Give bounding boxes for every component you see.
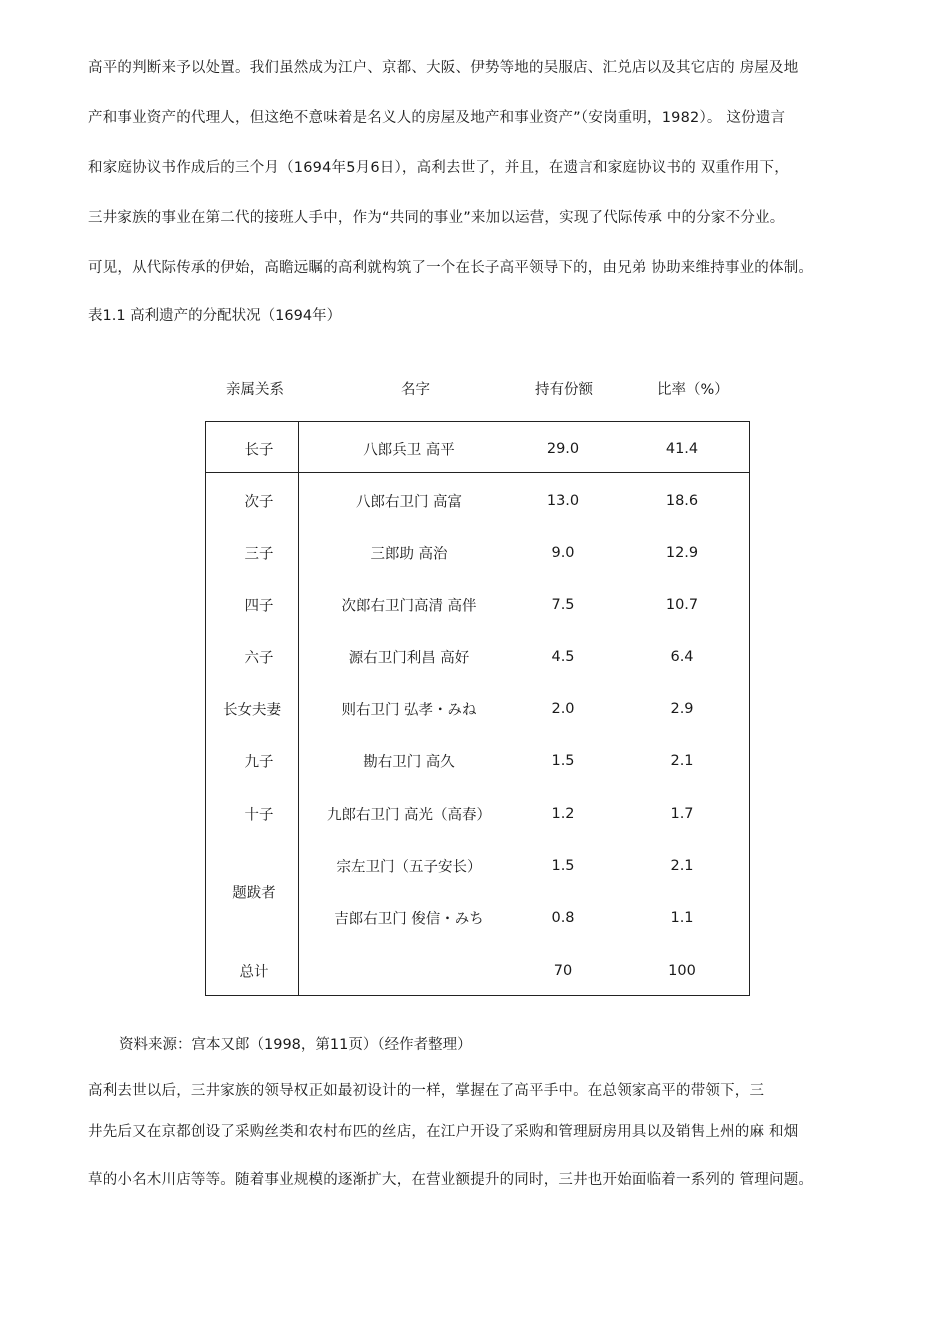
column-header-name: 名字 — [401, 382, 430, 398]
cell-relation: 长女夫妻 — [223, 702, 281, 719]
cell-name: 八郎右卫门 高富 — [355, 494, 463, 511]
cell-relation: 总计 — [239, 964, 269, 981]
cell-relation: 四子 — [244, 598, 274, 615]
source-note: 资料来源：宫本又郎（1998，第11页）（经作者整理） — [119, 1037, 472, 1053]
cell-ratio: 1.7 — [670, 806, 694, 822]
cell-ratio: 10.7 — [665, 597, 699, 613]
table-column-divider — [298, 422, 299, 995]
cell-ratio: 18.6 — [665, 493, 699, 509]
text-line: 可见，从代际传承的伊始，高瞻远瞩的高利就构筑了一个在长子高平领导下的，由兄弟 协助来维持事业的体制。 — [88, 260, 814, 276]
cell-share: 9.0 — [551, 545, 575, 561]
cell-name: 则右卫门 弘孝・みね — [341, 702, 477, 719]
text-line: 三井家族的事业在第二代的接班人手中，作为“共同的事业”来加以运营，实现了代际传承 中的分家不分业。 — [88, 210, 785, 226]
cell-ratio: 6.4 — [670, 649, 694, 665]
inheritance-table — [205, 421, 750, 996]
cell-share: 29.0 — [546, 441, 580, 457]
table-row-divider — [206, 472, 749, 473]
cell-ratio: 1.1 — [670, 910, 694, 926]
cell-ratio: 41.4 — [665, 441, 699, 457]
column-header-relation: 亲属关系 — [226, 382, 284, 398]
cell-relation: 九子 — [244, 754, 274, 771]
text-line: 草的小名木川店等等。随着事业规模的逐渐扩大，在营业额提升的同时，三井也开始面临着一系列的 管理问题。 — [88, 1172, 814, 1188]
cell-ratio: 2.9 — [670, 701, 694, 717]
cell-share: 2.0 — [551, 701, 575, 717]
cell-name: 三郎助 高治 — [370, 546, 448, 563]
cell-share: 1.2 — [551, 806, 575, 822]
cell-name: 八郎兵卫 高平 — [363, 442, 455, 459]
cell-share: 1.5 — [551, 858, 575, 874]
table-caption: 表1.1 高利遗产的分配状况（1694年） — [88, 308, 342, 324]
cell-name: 源右卫门利昌 高好 — [348, 650, 470, 667]
cell-relation: 三子 — [244, 546, 274, 563]
cell-ratio: 12.9 — [665, 545, 699, 561]
cell-ratio: 2.1 — [670, 858, 694, 874]
cell-share: 1.5 — [551, 753, 575, 769]
cell-name: 勘右卫门 高久 — [363, 754, 455, 771]
cell-share: 70 — [553, 963, 573, 979]
cell-share: 0.8 — [551, 910, 575, 926]
cell-ratio: 100 — [668, 963, 696, 979]
text-line: 高利去世以后，三井家族的领导权正如最初设计的一样，掌握在了高平手中。在总领家高平的带领下，三 — [88, 1083, 765, 1099]
cell-share: 7.5 — [551, 597, 575, 613]
text-line: 产和事业资产的代理人，但这绝不意味着是名义人的房屋及地产和事业资产”（安岗重明，1982）。 这份遗言 — [88, 110, 786, 126]
cell-relation: 次子 — [244, 494, 274, 511]
cell-name: 九郎右卫门 高光（高春） — [326, 807, 492, 824]
text-line: 和家庭协议书作成后的三个月（1694年5月6日），高利去世了，并且，在遗言和家庭协议书的 双重作用下， — [88, 160, 789, 176]
column-header-share: 持有份额 — [535, 382, 593, 398]
cell-share: 4.5 — [551, 649, 575, 665]
column-header-ratio: 比率（%） — [657, 382, 729, 398]
cell-ratio: 2.1 — [670, 753, 694, 769]
cell-relation-merged: 题跋者 — [232, 885, 276, 902]
cell-name: 吉郎右卫门 俊信・みち — [334, 911, 484, 928]
cell-share: 13.0 — [546, 493, 580, 509]
cell-relation: 十子 — [244, 807, 274, 824]
cell-relation: 长子 — [244, 442, 274, 459]
cell-relation: 六子 — [244, 650, 274, 667]
cell-name: 次郎右卫门高清 高伴 — [341, 598, 477, 615]
text-line: 高平的判断来予以处置。我们虽然成为江户、京都、大阪、伊势等地的吴服店、汇兑店以及其它店的 房屋及地 — [88, 60, 799, 76]
cell-name: 宗左卫门（五子安长） — [336, 859, 482, 876]
text-line: 井先后又在京都创设了采购丝类和农村布匹的丝店，在江户开设了采购和管理厨房用具以及销售上州的麻 和烟 — [88, 1124, 799, 1140]
